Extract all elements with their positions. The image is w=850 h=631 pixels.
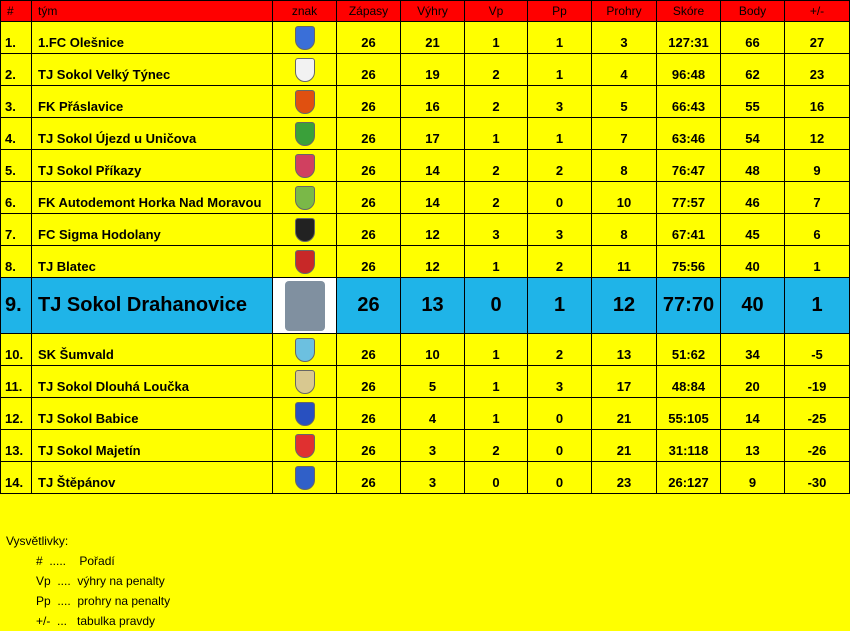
cell-score: 67:41 [657,214,721,246]
cell-plus-minus: 12 [785,118,850,150]
cell-crest [273,54,337,86]
cell-wins: 16 [401,86,465,118]
cell-penalty-losses: 0 [528,430,592,462]
cell-losses: 5 [592,86,657,118]
table-row [1,246,850,278]
cell-penalty-losses: 1 [528,22,592,54]
team-crest-icon [295,434,315,458]
header-rank: # [1,1,32,22]
table-row [1,366,850,398]
cell-points: 14 [721,398,785,430]
header-points: Body [721,1,785,22]
header-team: tým [32,1,273,22]
cell-plus-minus: -25 [785,398,850,430]
cell-team: 1.FC Olešnice [32,22,273,54]
cell-rank: 11. [1,366,32,398]
table-row [1,278,850,334]
cell-penalty-losses: 3 [528,86,592,118]
cell-matches: 26 [337,246,401,278]
cell-team: TJ Sokol Příkazy [32,150,273,182]
team-crest-icon [295,186,315,210]
cell-penalty-wins: 0 [465,462,528,494]
team-crest-icon [295,402,315,426]
cell-matches: 26 [337,182,401,214]
cell-wins: 10 [401,334,465,366]
cell-points: 54 [721,118,785,150]
cell-matches: 26 [337,54,401,86]
cell-losses: 8 [592,214,657,246]
cell-wins: 3 [401,462,465,494]
cell-losses: 4 [592,54,657,86]
cell-crest [273,366,337,398]
cell-points: 62 [721,54,785,86]
cell-points: 48 [721,150,785,182]
cell-penalty-losses: 3 [528,366,592,398]
cell-losses: 17 [592,366,657,398]
cell-losses: 11 [592,246,657,278]
cell-score: 76:47 [657,150,721,182]
cell-matches: 26 [337,86,401,118]
cell-losses: 3 [592,22,657,54]
cell-team: FK Přáslavice [32,86,273,118]
cell-rank: 5. [1,150,32,182]
cell-points: 66 [721,22,785,54]
team-crest-icon [295,154,315,178]
table-row [1,182,850,214]
cell-penalty-wins: 2 [465,86,528,118]
cell-crest [273,150,337,182]
header-wins: Výhry [401,1,465,22]
table-row [1,54,850,86]
cell-penalty-wins: 0 [465,278,528,334]
cell-losses: 12 [592,278,657,334]
cell-plus-minus: 27 [785,22,850,54]
cell-team: TJ Sokol Újezd u Uničova [32,118,273,150]
team-crest-icon [295,218,315,242]
cell-points: 45 [721,214,785,246]
cell-wins: 12 [401,246,465,278]
cell-crest [273,22,337,54]
cell-score: 63:46 [657,118,721,150]
cell-penalty-wins: 2 [465,54,528,86]
cell-penalty-losses: 3 [528,214,592,246]
team-crest-icon [295,338,315,362]
header-penalty-wins: Vp [465,1,528,22]
cell-team: TJ Sokol Drahanovice [32,278,273,334]
cell-wins: 13 [401,278,465,334]
cell-penalty-losses: 0 [528,398,592,430]
cell-rank: 14. [1,462,32,494]
cell-plus-minus: -19 [785,366,850,398]
cell-losses: 23 [592,462,657,494]
cell-losses: 7 [592,118,657,150]
header-plus-minus: +/- [785,1,850,22]
cell-penalty-wins: 1 [465,366,528,398]
header-score: Skóre [657,1,721,22]
cell-team: TJ Štěpánov [32,462,273,494]
cell-team: SK Šumvald [32,334,273,366]
cell-wins: 5 [401,366,465,398]
header-penalty-losses: Pp [528,1,592,22]
cell-score: 127:31 [657,22,721,54]
cell-rank: 1. [1,22,32,54]
cell-crest [273,86,337,118]
cell-rank: 4. [1,118,32,150]
cell-rank: 13. [1,430,32,462]
cell-losses: 21 [592,398,657,430]
cell-penalty-wins: 1 [465,118,528,150]
cell-crest [273,278,337,334]
header-matches: Zápasy [337,1,401,22]
cell-crest [273,182,337,214]
cell-losses: 8 [592,150,657,182]
cell-score: 77:70 [657,278,721,334]
cell-crest [273,462,337,494]
team-crest-icon [295,122,315,146]
cell-losses: 21 [592,430,657,462]
cell-plus-minus: 9 [785,150,850,182]
cell-rank: 3. [1,86,32,118]
table-row [1,334,850,366]
cell-wins: 14 [401,150,465,182]
cell-wins: 17 [401,118,465,150]
cell-penalty-wins: 2 [465,150,528,182]
cell-team: FK Autodemont Horka Nad Moravou [32,182,273,214]
cell-points: 46 [721,182,785,214]
team-crest-icon [295,250,315,274]
legend [6,531,170,631]
cell-matches: 26 [337,462,401,494]
cell-matches: 26 [337,118,401,150]
cell-penalty-losses: 1 [528,118,592,150]
team-crest-icon [295,90,315,114]
cell-plus-minus: -30 [785,462,850,494]
cell-score: 75:56 [657,246,721,278]
cell-penalty-wins: 1 [465,22,528,54]
cell-matches: 26 [337,430,401,462]
cell-rank: 9. [1,278,32,334]
cell-penalty-losses: 0 [528,182,592,214]
cell-plus-minus: 1 [785,278,850,334]
legend-item: Vp .... výhry na penalty [36,574,165,588]
table-body [1,22,850,494]
table-row [1,398,850,430]
cell-score: 55:105 [657,398,721,430]
cell-penalty-losses: 1 [528,278,592,334]
cell-crest [273,430,337,462]
cell-points: 55 [721,86,785,118]
cell-plus-minus: 23 [785,54,850,86]
cell-score: 31:118 [657,430,721,462]
cell-plus-minus: -26 [785,430,850,462]
cell-crest [273,118,337,150]
table-row [1,150,850,182]
cell-matches: 26 [337,334,401,366]
cell-points: 40 [721,278,785,334]
cell-penalty-wins: 3 [465,214,528,246]
cell-team: FC Sigma Hodolany [32,214,273,246]
cell-penalty-losses: 2 [528,150,592,182]
cell-wins: 19 [401,54,465,86]
cell-points: 9 [721,462,785,494]
cell-rank: 10. [1,334,32,366]
cell-penalty-losses: 1 [528,54,592,86]
cell-wins: 21 [401,22,465,54]
cell-rank: 8. [1,246,32,278]
cell-plus-minus: 6 [785,214,850,246]
cell-matches: 26 [337,150,401,182]
cell-losses: 13 [592,334,657,366]
team-crest-icon [295,370,315,394]
team-crest-icon [295,26,315,50]
cell-penalty-wins: 1 [465,398,528,430]
header-losses: Prohry [592,1,657,22]
cell-matches: 26 [337,22,401,54]
table-row [1,430,850,462]
cell-points: 13 [721,430,785,462]
cell-points: 40 [721,246,785,278]
cell-penalty-wins: 1 [465,246,528,278]
cell-matches: 26 [337,398,401,430]
cell-penalty-wins: 2 [465,430,528,462]
cell-team: TJ Sokol Velký Týnec [32,54,273,86]
cell-crest [273,334,337,366]
cell-crest [273,214,337,246]
legend-item: Pp .... prohry na penalty [36,594,171,608]
table-row [1,86,850,118]
table-row [1,214,850,246]
cell-wins: 3 [401,430,465,462]
legend-title: Vysvětlivky: [6,534,69,548]
cell-plus-minus: 7 [785,182,850,214]
table-row [1,462,850,494]
team-crest-icon [295,466,315,490]
cell-rank: 6. [1,182,32,214]
cell-wins: 4 [401,398,465,430]
header-crest: znak [273,1,337,22]
cell-points: 20 [721,366,785,398]
cell-penalty-losses: 2 [528,334,592,366]
team-crest-icon [285,281,325,331]
cell-team: TJ Sokol Dlouhá Loučka [32,366,273,398]
cell-plus-minus: 16 [785,86,850,118]
table-row [1,118,850,150]
cell-wins: 14 [401,182,465,214]
cell-team: TJ Sokol Babice [32,398,273,430]
cell-crest [273,246,337,278]
cell-plus-minus: -5 [785,334,850,366]
cell-rank: 7. [1,214,32,246]
cell-penalty-losses: 2 [528,246,592,278]
cell-team: TJ Sokol Majetín [32,430,273,462]
cell-matches: 26 [337,214,401,246]
cell-matches: 26 [337,278,401,334]
cell-score: 48:84 [657,366,721,398]
cell-rank: 2. [1,54,32,86]
legend-item: # ..... Pořadí [36,554,115,568]
cell-penalty-wins: 2 [465,182,528,214]
cell-team: TJ Blatec [32,246,273,278]
team-crest-icon [295,58,315,82]
table-row [1,22,850,54]
cell-points: 34 [721,334,785,366]
cell-score: 66:43 [657,86,721,118]
cell-score: 51:62 [657,334,721,366]
cell-penalty-losses: 0 [528,462,592,494]
cell-score: 96:48 [657,54,721,86]
cell-losses: 10 [592,182,657,214]
legend-item: +/- ... tabulka pravdy [36,614,156,628]
cell-wins: 12 [401,214,465,246]
cell-penalty-wins: 1 [465,334,528,366]
table-header-row [1,1,850,22]
cell-crest [273,398,337,430]
cell-score: 26:127 [657,462,721,494]
cell-score: 77:57 [657,182,721,214]
cell-plus-minus: 1 [785,246,850,278]
cell-matches: 26 [337,366,401,398]
cell-rank: 12. [1,398,32,430]
